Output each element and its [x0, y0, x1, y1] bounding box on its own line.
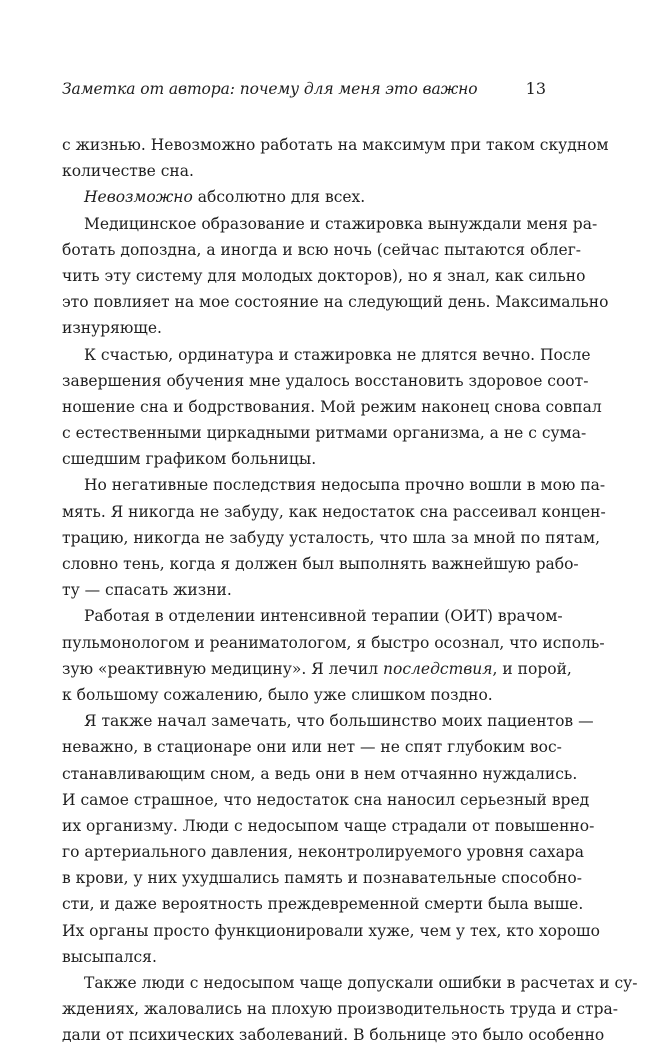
italic-word: Невозможно: [84, 188, 193, 207]
text-line: их организму. Люди с недосыпом чаще страдали от повышенно-: [62, 816, 595, 835]
body-text: [62, 132, 638, 1045]
text-line: [62, 184, 546, 210]
text-line: Работая в отделении интенсивной терапии (ОИТ) врачом-: [84, 607, 563, 626]
text-line: в крови, у них ухудшались память и познавательные способно-: [62, 869, 582, 888]
text-fragment: абсолютно для всех.: [197, 188, 366, 207]
text-line: сти, и даже вероятность преждевременной смерти была выше.: [62, 895, 584, 914]
text-line: словно тень, когда я должен был выполнять важнейшую рабо-: [62, 555, 579, 573]
text-line: станавливающим сном, а ведь они в нем отчаянно нуждались.: [62, 764, 578, 783]
text-line: го артериального давления, неконтролируемого уровня сахара: [62, 843, 584, 862]
text-line: трацию, никогда не забуду усталость, что шла за мной по пятам,: [62, 528, 601, 547]
text-line: Их органы просто функционировали хуже, чем у тех, кто хорошо: [62, 921, 600, 940]
text-line: ту — спасать жизни.: [62, 581, 232, 600]
text-fragment: , и порой,: [492, 659, 572, 678]
text-line: Также люди с недосыпом чаще допускали ошибки в расчетах и су-: [84, 974, 638, 992]
running-head: [62, 76, 546, 102]
text-line: ждениях, жаловались на плохую производительность труда и стра-: [62, 1000, 619, 1019]
text-line: изнуряюще.: [62, 319, 162, 338]
text-line: [62, 656, 572, 682]
text-line: ношение сна и бодрствования. Мой режим наконец снова совпал: [62, 397, 602, 416]
text-fragment: зую «реактивную медицину». Я лечил: [62, 659, 379, 678]
text-line: с жизнью. Невозможно работать на максимум при таком скудном: [62, 136, 609, 154]
text-line: Я также начал замечать, что большинство моих пациентов —: [84, 712, 594, 731]
text-line: высыпался.: [62, 947, 157, 966]
italic-word: последствия: [383, 659, 493, 678]
text-line: Медицинское образование и стажировка вынуждали меня ра-: [84, 214, 598, 233]
text-line: Но негативные последствия недосыпа прочно вошли в мою па-: [84, 476, 606, 495]
text-line: с естественными циркадными ритмами организма, а не с сума-: [62, 424, 587, 443]
text-line: К счастью, ординатура и стажировка не длятся вечно. После: [84, 345, 591, 364]
text-line: чить эту систему для молодых докторов), но я знал, как сильно: [62, 266, 586, 285]
text-line: это повлияет на мое состояние на следующий день. Максимально: [62, 293, 609, 312]
text-line: И самое страшное, что недостаток сна наносил серьезный вред: [62, 790, 590, 809]
text-line: ботать допоздна, а иногда и всю ночь (сейчас пытаются облег-: [62, 240, 582, 259]
text-line: к большому сожалению, было уже слишком поздно.: [62, 685, 493, 704]
text-line: количестве сна.: [62, 162, 194, 181]
text-line: дали от психических заболеваний. В больнице это было особенно: [62, 1026, 605, 1045]
text-line: завершения обучения мне удалось восстановить здоровое соот-: [62, 371, 589, 390]
text-line: сшедшим графиком больницы.: [62, 450, 317, 469]
text-line: неважно, в стационаре они или нет — не спят глубоким вос-: [62, 738, 562, 757]
text-line: мять. Я никогда не забуду, как недостаток сна рассеивал концен-: [62, 502, 606, 521]
running-title: Заметка от автора: почему для меня это важно: [62, 80, 478, 98]
text-line: пульмонологом и реаниматологом, я быстро осознал, что исполь-: [62, 633, 605, 652]
page-number: 13: [525, 79, 546, 98]
